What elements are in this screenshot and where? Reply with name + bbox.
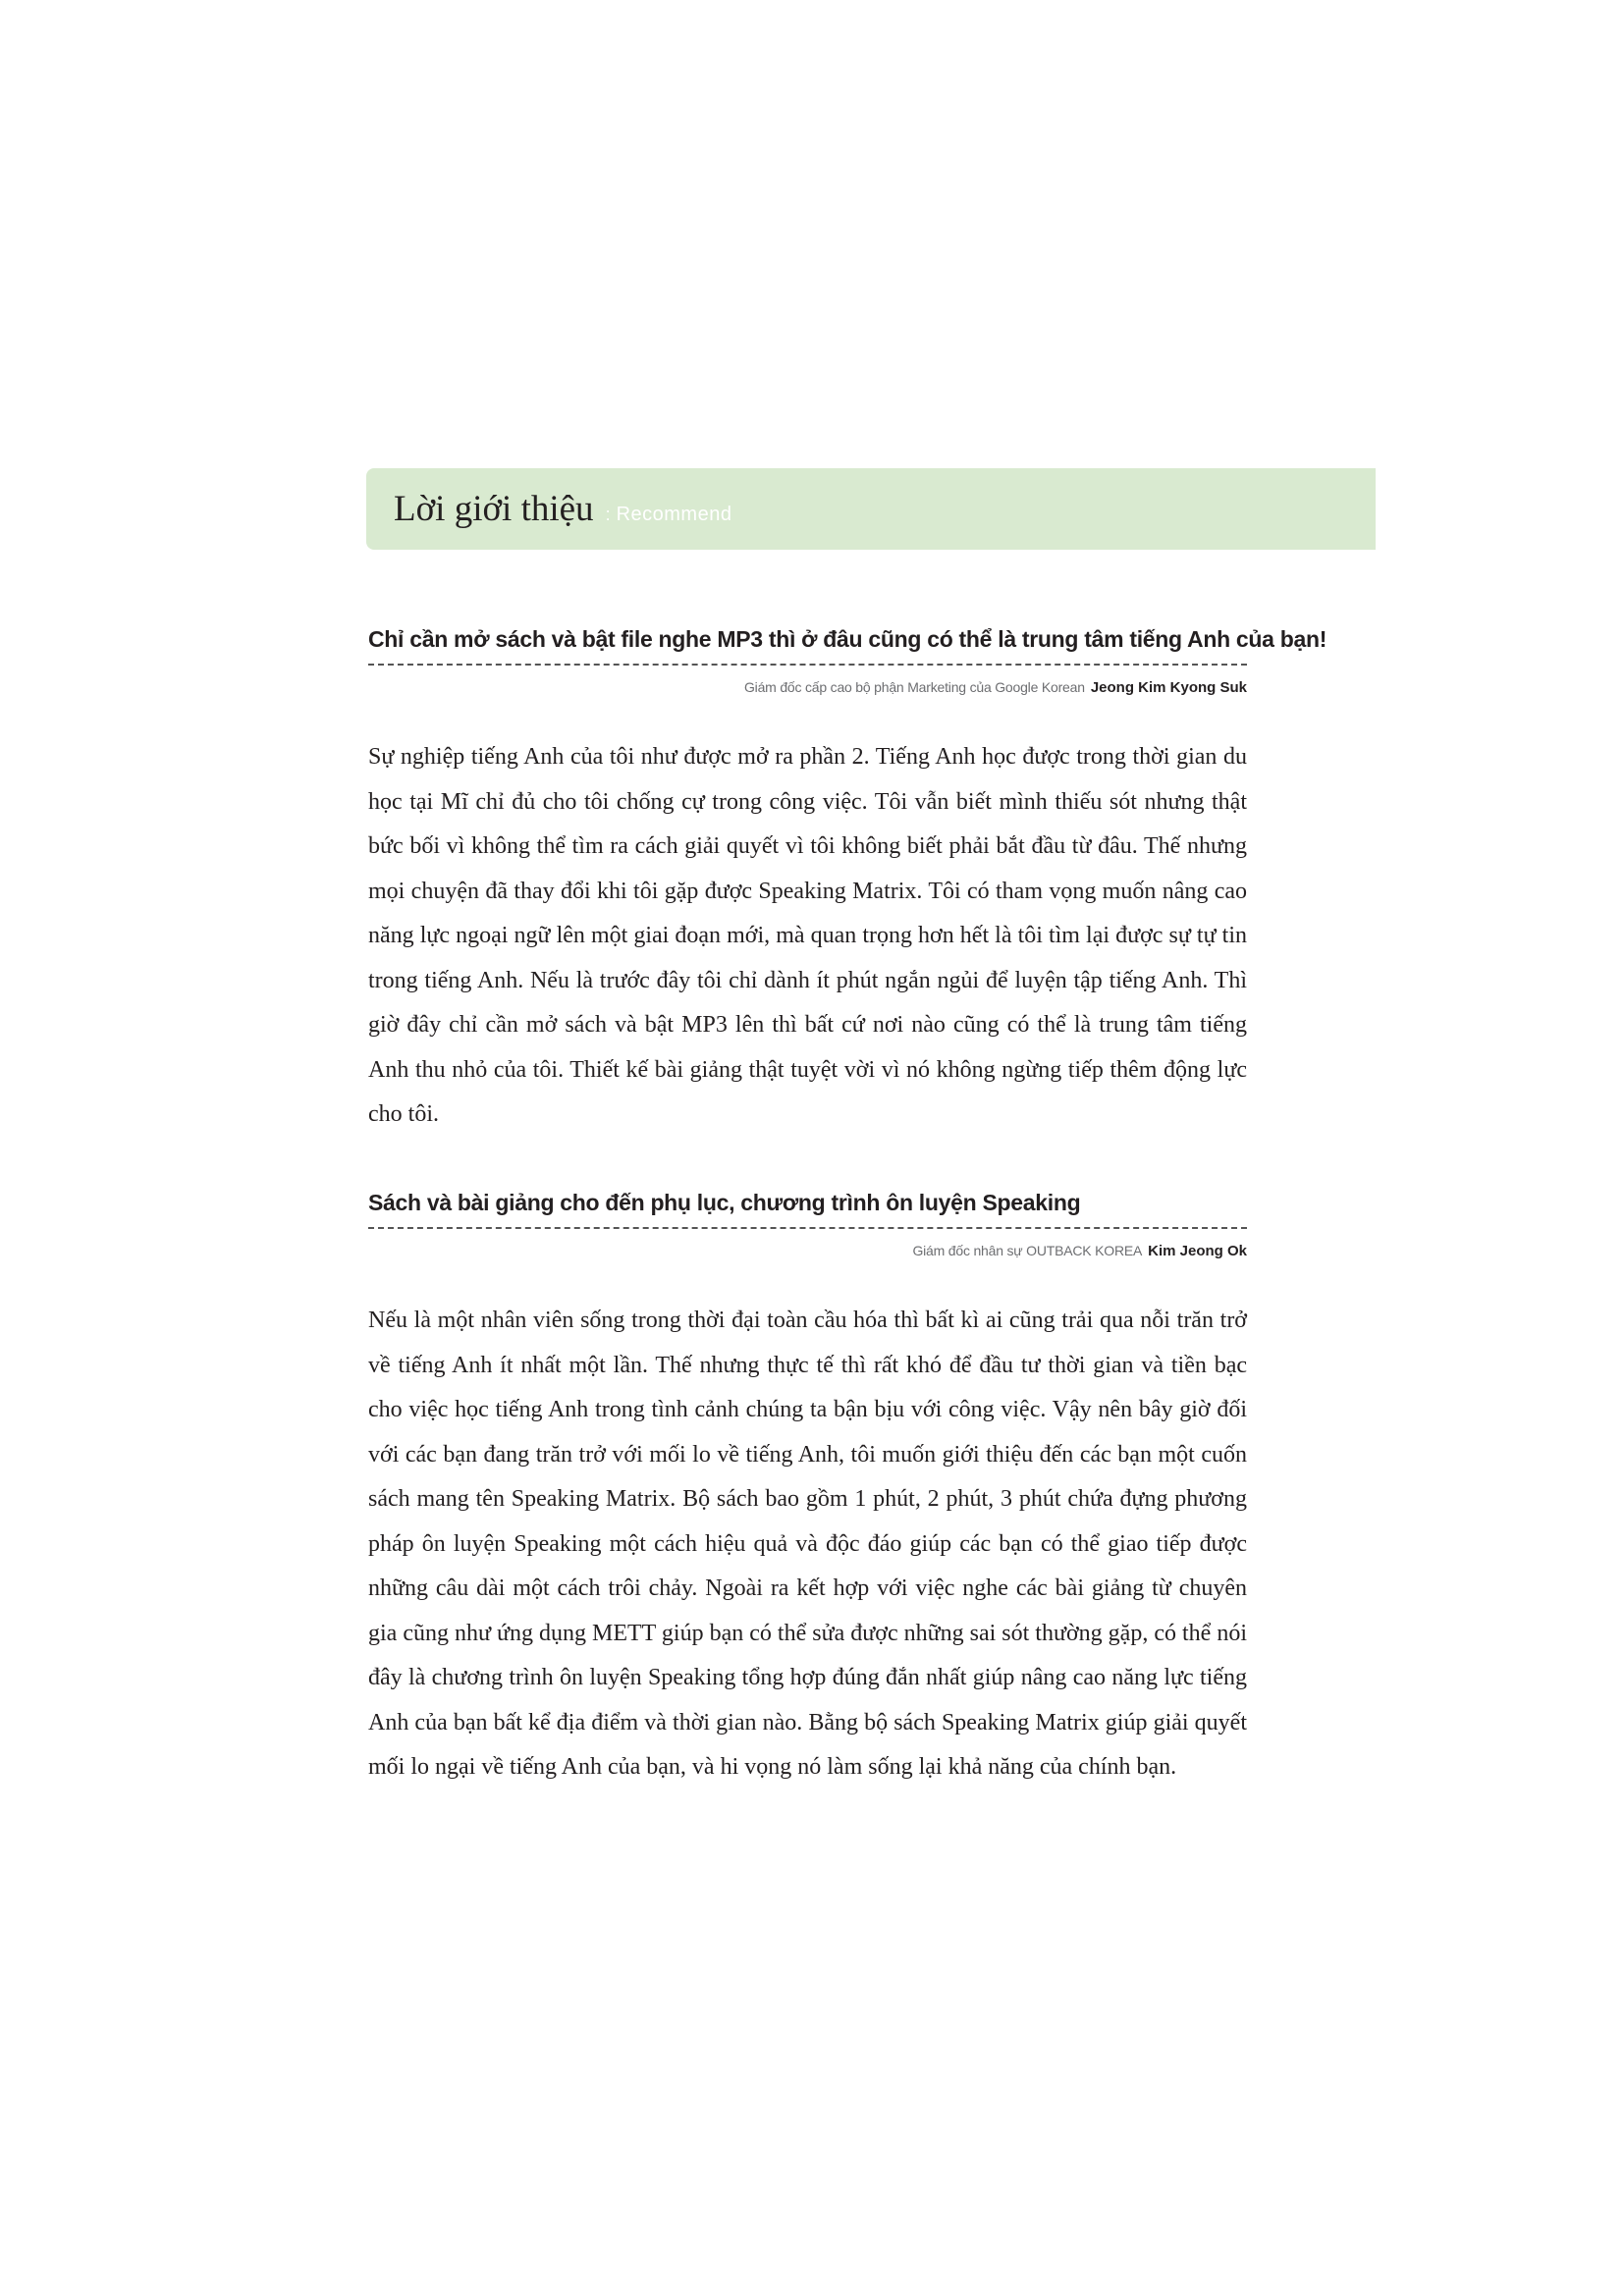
recommendation-section-2 [368, 1188, 1247, 1790]
author-role: Giám đốc nhân sự OUTBACK KOREA [912, 1243, 1143, 1258]
attribution [368, 1241, 1247, 1261]
header-separator: : [605, 505, 611, 524]
author-name: Jeong Kim Kyong Suk [1090, 679, 1247, 696]
section-body: Nếu là một nhân viên sống trong thời đại toàn cầu hóa thì bất kì ai cũng trải qua nỗi trăn trở về tiếng Anh ít nhất một lần. Thế nhưng thực tế thì rất khó để đầu tư thời gian và tiền bạc cho việc học tiếng Anh trong tình cảnh chúng ta bận bịu với công việc. Vậy nên bây giờ đối với các bạn đang trăn trở với mối lo về tiếng Anh, tôi muốn giới thiệu đến các bạn một cuốn sách mang tên Speaking Matrix. Bộ sách bao gồm 1 phút, 2 phút, 3 phút chứa đựng phương pháp ôn luyện Speaking một cách hiệu quả và độc đáo giúp các bạn có thể giao tiếp được những câu dài một cách trôi chảy. Ngoài ra kết hợp với việc nghe các bài giảng từ chuyên gia cũng như ứng dụng METT giúp bạn có thể sửa được những sai sót thường gặp, có thể nói đây là chương trình ôn luyện Speaking tổng hợp đúng đắn nhất giúp nâng cao năng lực tiếng Anh của bạn bất kể địa điểm và thời gian nào. Bằng bộ sách Speaking Matrix giúp giải quyết mối lo ngại về tiếng Anh của bạn, và hi vọng nó làm sống lại khả năng của chính bạn. [368, 1308, 1247, 1780]
page-subtitle: Recommend [616, 504, 732, 525]
header-band [366, 468, 1376, 550]
section-body: Sự nghiệp tiếng Anh của tôi như được mở ra phần 2. Tiếng Anh học được trong thời gian du học tại Mĩ chỉ đủ cho tôi chống cự trong công việc. Tôi vẫn biết mình thiếu sót nhưng thật bức bối vì không thể tìm ra cách giải quyết vì tôi không biết phải bắt đầu từ đâu. Thế nhưng mọi chuyện đã thay đổi khi tôi gặp được Speaking Matrix. Tôi có tham vọng muốn nâng cao năng lực ngoại ngữ lên một giai đoạn mới, mà quan trọng hơn hết là tôi tìm lại được sự tự tin trong tiếng Anh. Nếu là trước đây tôi chỉ dành ít phút ngắn ngủi để luyện tập tiếng Anh. Thì giờ đây chỉ cần mở sách và bật MP3 lên thì bất cứ nơi nào cũng có thể là trung tâm tiếng Anh thu nhỏ của tôi. Thiết kế bài giảng thật tuyệt vời vì nó không ngừng tiếp thêm động lực cho tôi. [368, 744, 1247, 1127]
attribution [368, 677, 1247, 698]
author-role: Giám đốc cấp cao bộ phận Marketing của Google Korean [743, 679, 1085, 695]
author-name: Kim Jeong Ok [1148, 1243, 1247, 1259]
section-heading: Chỉ cần mở sách và bật file nghe MP3 thì ở đâu cũng có thể là trung tâm tiếng Anh của bạn! [368, 626, 1327, 652]
section-heading: Sách và bài giảng cho đến phụ lục, chương trình ôn luyện Speaking [368, 1190, 1081, 1215]
dashed-divider [368, 664, 1247, 666]
recommendation-section-1 [368, 624, 1327, 1138]
page-title: Lời giới thiệu [394, 489, 594, 529]
dashed-divider [368, 1227, 1247, 1229]
